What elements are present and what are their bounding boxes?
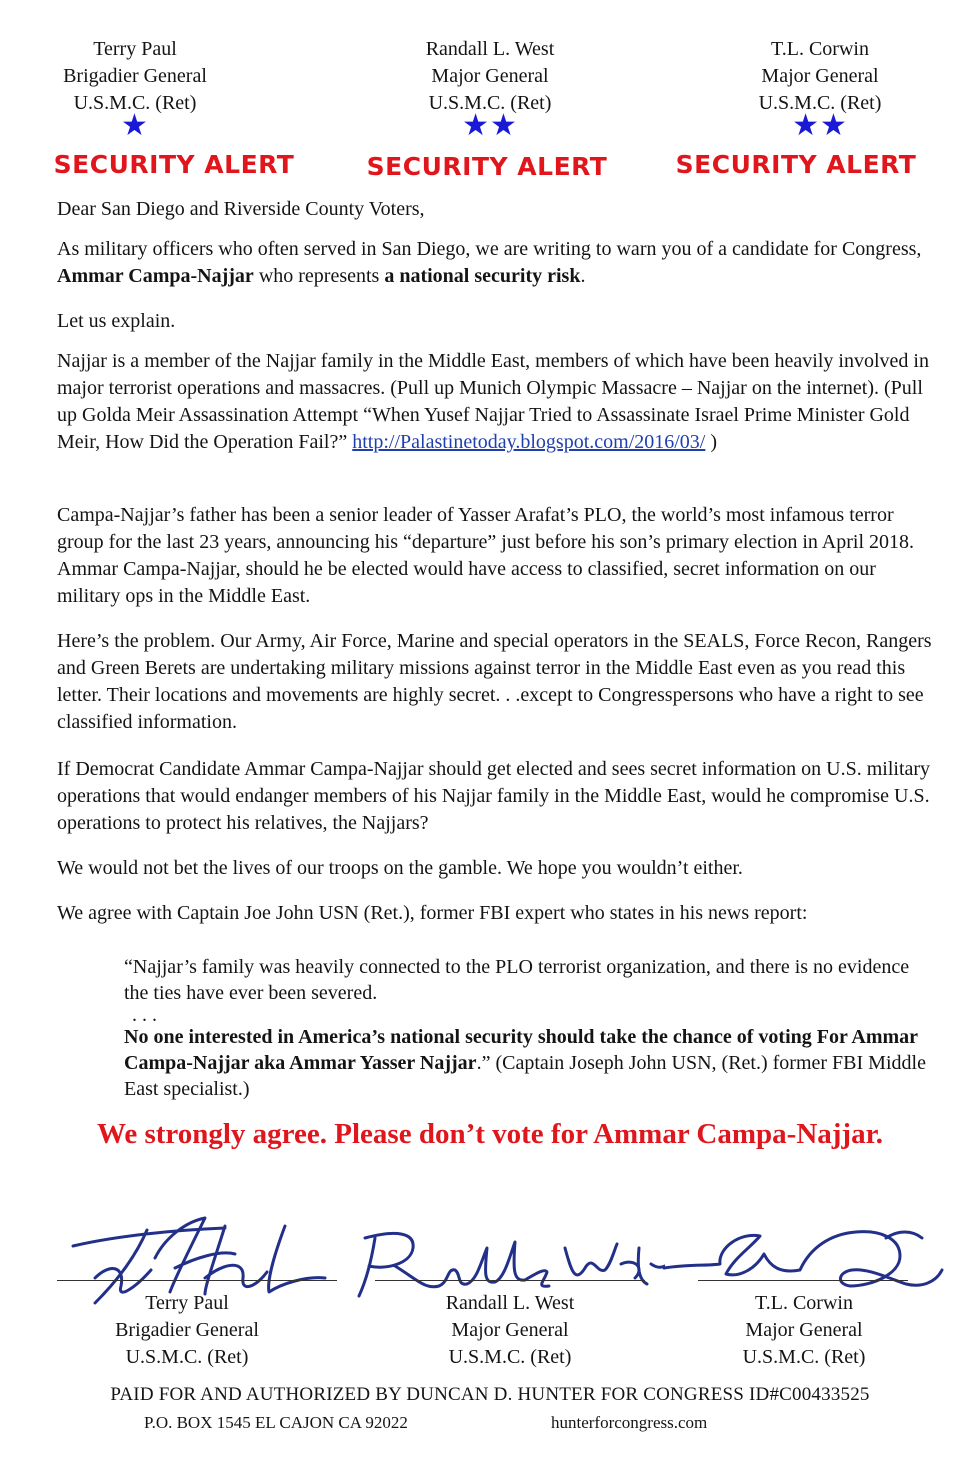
star-icon: ★★ bbox=[462, 109, 518, 142]
officer-rank: Major General bbox=[451, 1319, 569, 1341]
officer-branch: U.S.M.C. (Ret) bbox=[428, 92, 552, 114]
news-quote bbox=[124, 954, 934, 1102]
quote-ellipsis: . . . bbox=[132, 1004, 157, 1026]
officer-branch: U.S.M.C. (Ret) bbox=[742, 1346, 866, 1368]
signature-line-2 bbox=[375, 1280, 645, 1281]
paragraph-agree: We agree with Captain Joe John USN (Ret.), former FBI expert who states in his news report: bbox=[57, 902, 808, 924]
candidate-name: Ammar Campa-Najjar bbox=[57, 265, 254, 287]
officer-rank: Major General bbox=[761, 65, 879, 87]
officer-name: Randall L. West bbox=[445, 1292, 575, 1314]
paragraph-family: Najjar is a member of the Najjar family in the Middle East, members of which have been heavily involved in major terrorist operations and massacres. (Pull up Munich Olympic Massacre – Najjar on the internet). (Pull up Golda Meir Assassination Attempt “When Yusef Najjar Tried to Assassinate Israel Prime Minister Gold Meir, How Did the Operation Fail?” http://Palastinetoday.blogspot.com/2016/03/ ) bbox=[57, 350, 929, 453]
officer-branch: U.S.M.C. (Ret) bbox=[125, 1346, 249, 1368]
officer-branch: U.S.M.C. (Ret) bbox=[73, 92, 197, 114]
quote-line: “Najjar’s family was heavily connected to the PLO terrorist organization, and there is no evidence the ties have ever been severed. bbox=[124, 956, 910, 1004]
paragraph-father: Campa-Najjar’s father has been a senior leader of Yasser Arafat’s PLO, the world’s most infamous terror group for the last 23 years, announcing his “departure” just before his son’s primary election in April 2018. Ammar Campa-Najjar, should he be elected would have access to classified, secret information on our military ops in the Middle East. bbox=[57, 504, 915, 607]
officer-name: T.L. Corwin bbox=[771, 38, 869, 60]
website-link[interactable]: hunterforcongress.com bbox=[551, 1413, 708, 1432]
source-link[interactable]: http://Palastinetoday.blogspot.com/2016/03/ bbox=[352, 431, 706, 453]
paid-for-disclaimer: PAID FOR AND AUTHORIZED BY DUNCAN D. HUNTER FOR CONGRESS ID#C00433525 bbox=[110, 1384, 870, 1405]
officer-signature-block-2 bbox=[385, 1290, 635, 1371]
officer-rank: Brigadier General bbox=[63, 65, 207, 87]
officer-rank: Major General bbox=[745, 1319, 863, 1341]
security-alert-1: SECURITY ALERT bbox=[53, 150, 295, 179]
officer-header-2 bbox=[360, 36, 620, 142]
officer-header-1 bbox=[5, 36, 265, 142]
paragraph-gamble: We would not bet the lives of our troops on the gamble. We hope you wouldn’t either. bbox=[57, 857, 743, 879]
officer-signature-block-1 bbox=[62, 1290, 312, 1371]
headline: We strongly agree. Please don’t vote for Ammar Campa-Najjar. bbox=[96, 1118, 884, 1150]
star-icon: ★ bbox=[121, 109, 149, 142]
officer-rank: Brigadier General bbox=[115, 1319, 259, 1341]
quote-conclusion: No one interested in America’s national security should take the chance of voting For Ammar Campa-Najjar aka Ammar Yasser Najjar.” (Captain Joseph John USN, (Ret.) former FBI Middle East specialist.) bbox=[124, 1026, 926, 1100]
officer-branch: U.S.M.C. (Ret) bbox=[758, 92, 882, 114]
greeting: Dear San Diego and Riverside County Voters, bbox=[57, 198, 425, 220]
paragraph-warning: As military officers who often served in San Diego, we are writing to warn you of a candidate for Congress, Ammar Campa-Najjar who represents a national security risk. bbox=[57, 238, 922, 287]
security-risk-phrase: a national security risk bbox=[384, 265, 581, 287]
paragraph-problem: Here’s the problem. Our Army, Air Force, Marine and special operators in the SEALS, Force Recon, Rangers and Green Berets are undertaking military missions against terror in the Middle East even as you read this letter. Their locations and movements are highly secret. . .except to Congresspersons who have a right to see classified information. bbox=[57, 630, 932, 733]
mailing-address: P.O. BOX 1545 EL CAJON CA 92022 bbox=[144, 1413, 408, 1432]
officer-name: Terry Paul bbox=[145, 1292, 229, 1314]
signature-line-3 bbox=[698, 1280, 908, 1281]
officer-name: T.L. Corwin bbox=[755, 1292, 853, 1314]
paragraph-question: If Democrat Candidate Ammar Campa-Najjar should get elected and sees secret information on U.S. military operations that would endanger members of his Najjar family in the Middle East, would he compromise U.S. operations to protect his relatives, the Najjars? bbox=[57, 758, 931, 834]
officer-name: Terry Paul bbox=[93, 38, 177, 60]
officer-signature-block-3 bbox=[679, 1290, 929, 1371]
security-alert-3: SECURITY ALERT bbox=[675, 150, 917, 179]
paragraph-explain: Let us explain. bbox=[57, 310, 176, 332]
security-alert-2: SECURITY ALERT bbox=[366, 152, 608, 181]
signature-line-1 bbox=[57, 1280, 337, 1281]
officer-header-3 bbox=[690, 36, 950, 142]
officer-name: Randall L. West bbox=[425, 38, 555, 60]
officer-rank: Major General bbox=[431, 65, 549, 87]
star-icon: ★★ bbox=[792, 109, 848, 142]
officer-branch: U.S.M.C. (Ret) bbox=[448, 1346, 572, 1368]
